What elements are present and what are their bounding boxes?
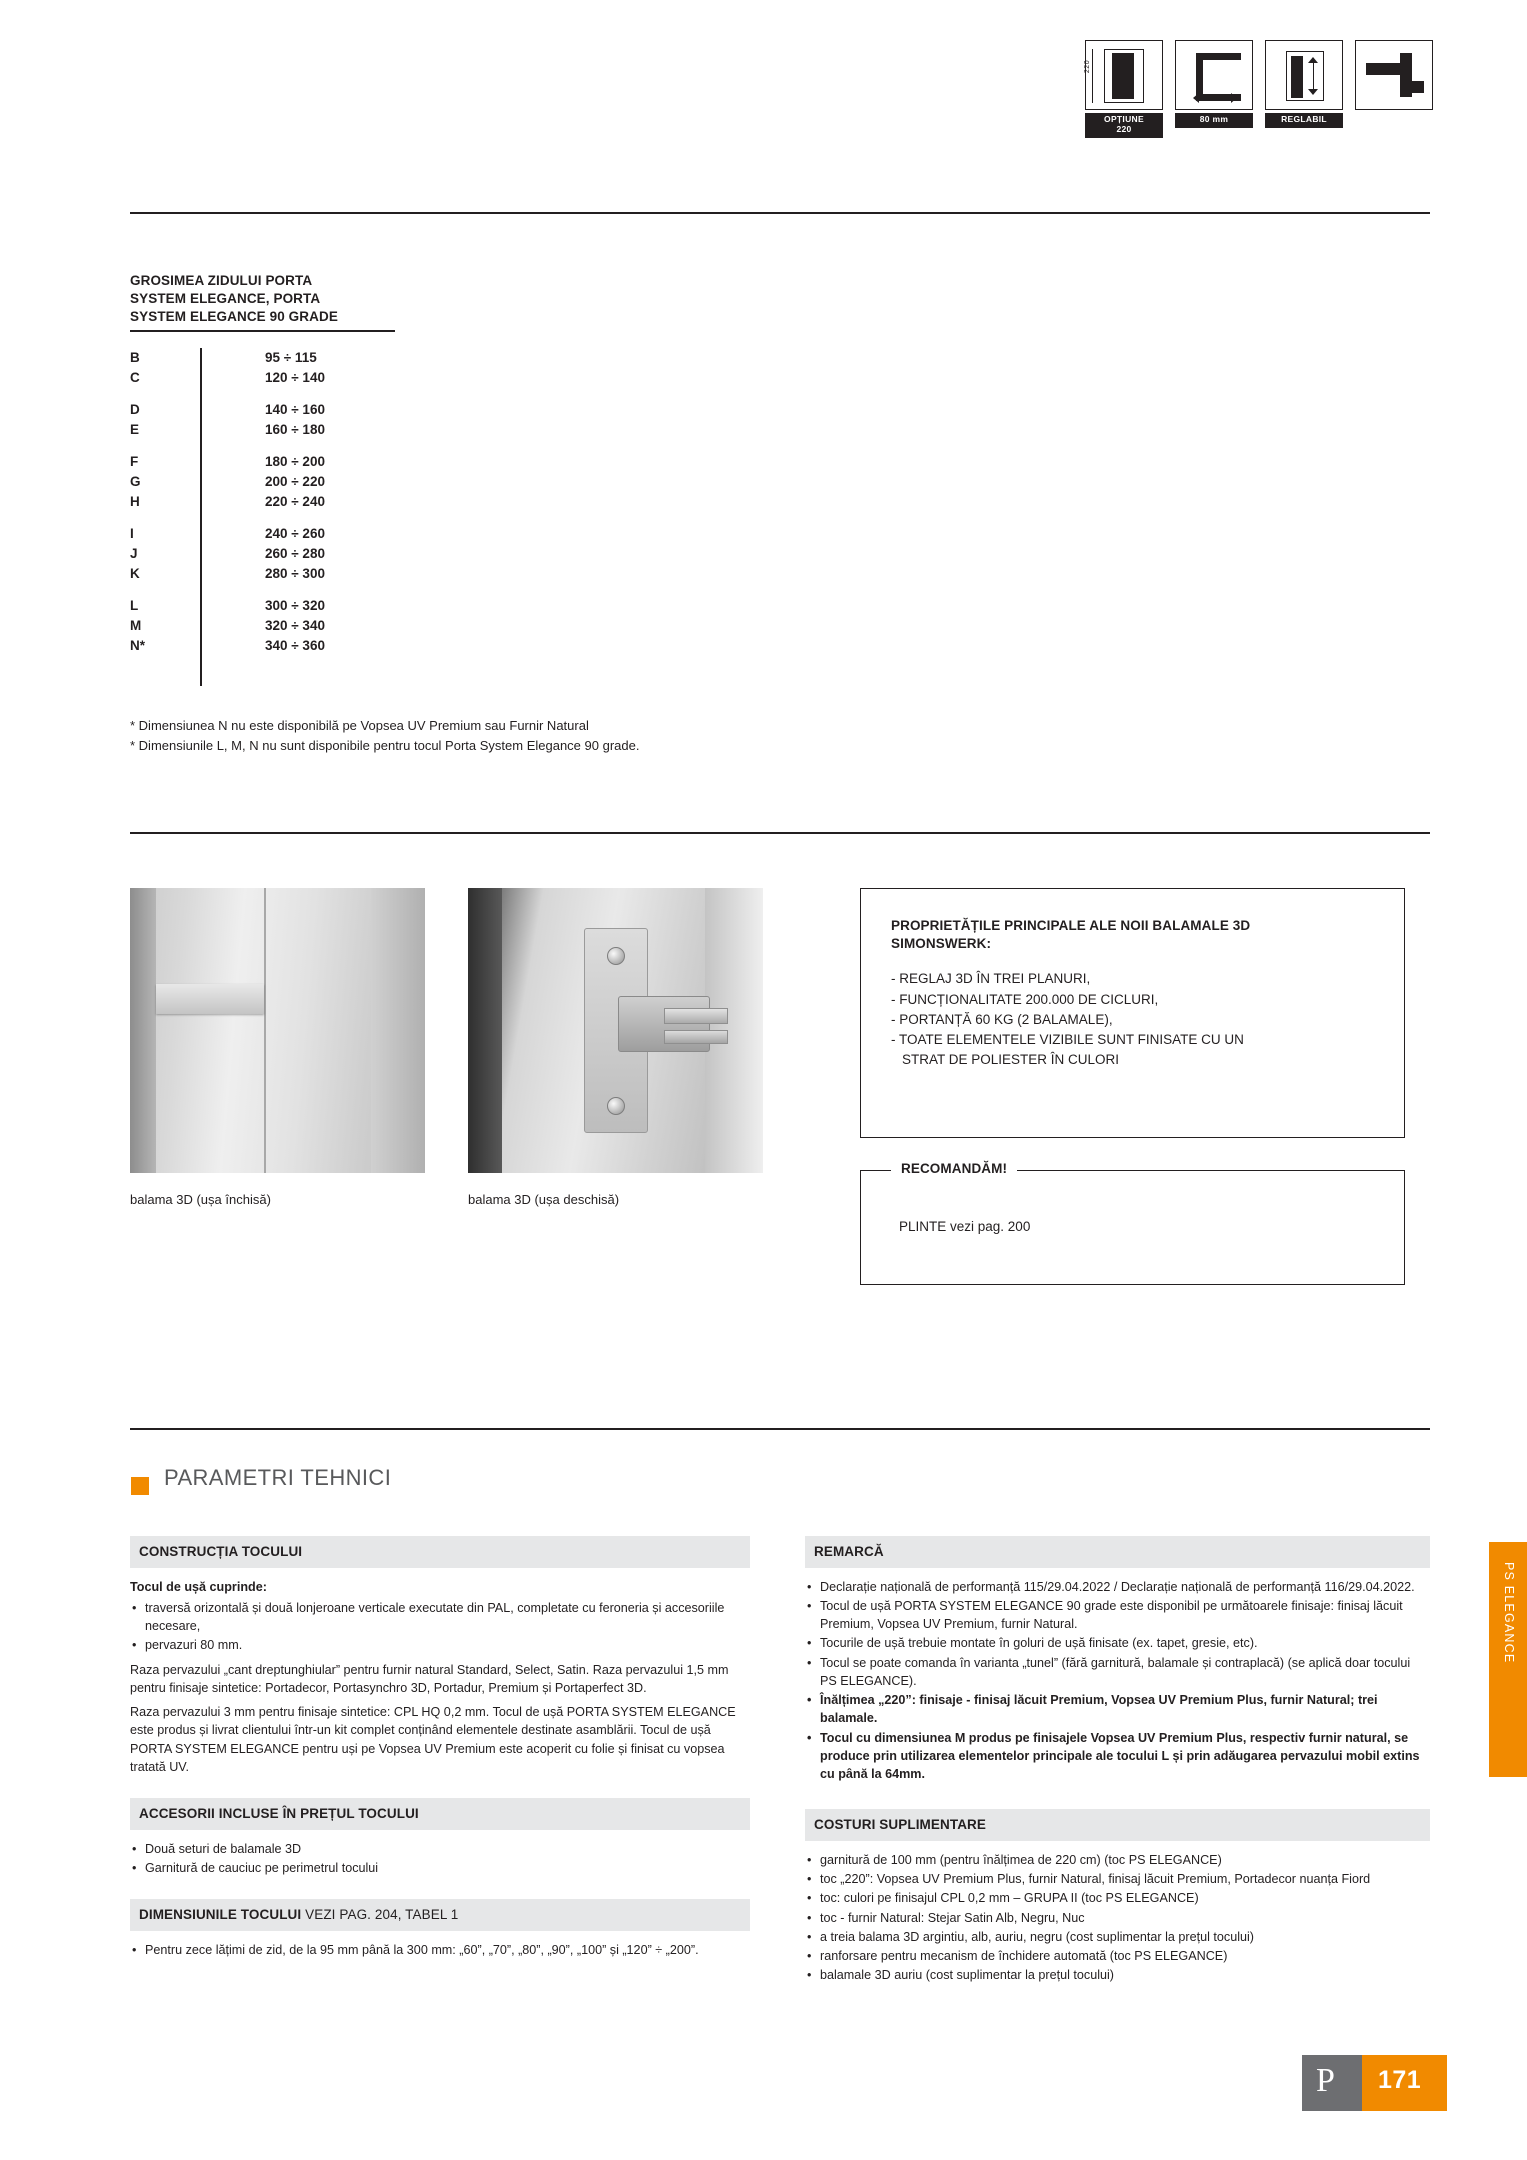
- section-bullet-icon: [131, 1477, 149, 1495]
- frame-profile-shape: [1196, 53, 1234, 87]
- list-item: - FUNCȚIONALITATE 200.000 DE CICLURI,: [891, 991, 1159, 1007]
- accesorii-bullets: [130, 1840, 750, 1878]
- row-letter: J: [130, 545, 138, 561]
- feature-icon-strip: [1085, 40, 1433, 138]
- heading-constructia-tocului: CONSTRUCȚIA TOCULUI: [130, 1536, 750, 1568]
- photo-hinge-closed: [130, 888, 425, 1173]
- row-value: 180 ÷ 200: [265, 453, 325, 469]
- caption-line-2: 220: [1116, 123, 1132, 134]
- page-number: 171: [1378, 2066, 1422, 2094]
- table-row: [130, 472, 460, 492]
- list-item: • traversă orizontală și două lonjeroane verticale executate din PAL, completate cu feroneria și accesoriile necesare,: [130, 1599, 750, 1636]
- table-row: [130, 596, 460, 616]
- list-item: • toc - furnir Natural: Stejar Satin Alb, Negru, Nuc: [805, 1909, 1430, 1927]
- row-letter: I: [130, 525, 134, 541]
- table-row: [130, 452, 460, 472]
- row-value: 160 ÷ 180: [265, 421, 325, 437]
- table-row: [130, 368, 460, 388]
- right-column: [805, 1536, 1430, 1986]
- table-row: [130, 524, 460, 544]
- brand-logo: P: [1316, 2062, 1335, 2099]
- icon-profile: [1355, 40, 1433, 110]
- remarca-bullets: [805, 1578, 1430, 1784]
- photo-hinge-open: [468, 888, 763, 1173]
- row-letter: B: [130, 350, 140, 365]
- list-item-continuation: STRAT DE POLIESTER ÎN CULORI: [902, 1052, 1120, 1068]
- door-shape: [1112, 53, 1134, 99]
- side-tab-label: PS ELEGANCE: [1502, 1562, 1516, 1664]
- row-value: 120 ÷ 140: [265, 369, 325, 385]
- recommendation-legend: RECOMANDĂM!: [891, 1161, 1017, 1176]
- row-value: 140 ÷ 160: [265, 401, 325, 417]
- title-underline: [130, 330, 395, 332]
- list-item: • toc „220”: Vopsea UV Premium Plus, furnir Natural, finisaj lăcuit Premium, Portadecor nuanța Fiord: [805, 1870, 1430, 1888]
- row-value: 300 ÷ 320: [265, 597, 325, 613]
- row-value: 240 ÷ 260: [265, 525, 325, 541]
- heading-regular-part: VEZI PAG. 204, TABEL 1: [301, 1907, 459, 1923]
- list-item: • balamale 3D auriu (cost suplimentar la prețul tocului): [805, 1966, 1430, 1984]
- constructie-bullets: [130, 1599, 750, 1655]
- list-item: • Garnitură de cauciuc pe perimetrul tocului: [130, 1859, 750, 1877]
- reglabil-caption: REGLABIL: [1265, 113, 1343, 128]
- list-item: • Tocul de ușă PORTA SYSTEM ELEGANCE 90 grade este disponibil pe următoarele finisaje: finisaj lăcuit Premium, Vopsea UV Premium, furnir Natural.: [805, 1597, 1430, 1634]
- row-value: 280 ÷ 300: [265, 565, 325, 581]
- row-value: 260 ÷ 280: [265, 545, 325, 561]
- list-item: • a treia balama 3D argintiu, alb, auriu, negru (cost suplimentar la prețul tocului): [805, 1928, 1430, 1946]
- table-row: [130, 420, 460, 440]
- icon-reglabil: [1265, 40, 1343, 128]
- photo-caption-closed: balama 3D (ușa închisă): [130, 1192, 271, 1207]
- title-line-2: SIMONSWERK:: [891, 936, 992, 952]
- list-item: • Pentru zece lățimi de zid, de la 95 mm până la 300 mm: „60”, „70”, „80”, „90”, „100” și „120” ÷ „200”.: [130, 1941, 750, 1959]
- title-line-1: GROSIMEA ZIDULUI PORTA: [130, 273, 313, 288]
- optiune-220-icon: [1085, 40, 1163, 110]
- width-80mm-icon: [1175, 40, 1253, 110]
- heading-costuri-suplimentare: COSTURI SUPLIMENTARE: [805, 1809, 1430, 1841]
- row-letter: F: [130, 453, 139, 469]
- costuri-bullets: [805, 1851, 1430, 1985]
- list-item: [891, 1030, 1374, 1071]
- list-item: • Două seturi de balamale 3D: [130, 1840, 750, 1858]
- list-item: • toc: culori pe finisajul CPL 0,2 mm – GRUPA II (toc PS ELEGANCE): [805, 1889, 1430, 1907]
- row-letter: M: [130, 617, 142, 633]
- wall-thickness-title: [130, 272, 420, 327]
- row-value: 320 ÷ 340: [265, 617, 325, 633]
- frame-outline-shape: [1286, 51, 1324, 101]
- row-letter: D: [130, 401, 140, 417]
- subheading-toc-cuprinde: Tocul de ușă cuprinde:: [130, 1579, 267, 1594]
- width-arrow: [1193, 93, 1237, 103]
- row-value: 220 ÷ 240: [265, 493, 325, 509]
- side-tab-ps-elegance: [1489, 1542, 1527, 1777]
- divider-top: [130, 212, 1430, 214]
- title-line-1: PROPRIETĂȚILE PRINCIPALE ALE NOII BALAMALE 3D: [891, 918, 1251, 933]
- profile-icon: [1355, 40, 1433, 110]
- row-letter: G: [130, 473, 141, 489]
- list-item: • Tocurile de ușă trebuie montate în goluri de ușă finisate (ex. tapet, gresie, etc).: [805, 1634, 1430, 1652]
- hinge-properties-list: [891, 969, 1374, 1070]
- recommendation-box: [860, 1161, 1405, 1285]
- row-letter: L: [130, 597, 139, 613]
- row-letter: H: [130, 493, 140, 509]
- width-80mm-caption: 80 mm: [1175, 113, 1253, 128]
- row-value: 95 ÷ 115: [265, 350, 317, 365]
- row-value: 200 ÷ 220: [265, 473, 325, 489]
- wall-thickness-table: [130, 348, 460, 656]
- reglabil-icon: [1265, 40, 1343, 110]
- left-column: [130, 1536, 750, 1960]
- row-letter: C: [130, 369, 140, 385]
- row-letter: K: [130, 565, 140, 581]
- heading-dimensiunile-tocului: [130, 1899, 750, 1931]
- table-row: [130, 400, 460, 420]
- constructie-paragraph-2: Raza pervazului 3 mm pentru finisaje sintetice: CPL HQ 0,2 mm. Tocul de ușă PORTA SYSTEM ELEGANCE este produs și livrat clientului într-un kit complet conținând elementele destinate asamblării. Tocul de ușă PORTA SYSTEM ELEGANCE pentru uși pe Vopsea UV Premium este acoperit cu folie și finisat cu vopsea tratată UV.: [130, 1705, 736, 1774]
- title-line-3: SYSTEM ELEGANCE 90 GRADE: [130, 309, 338, 325]
- list-item: • Declarație națională de performanță 115/29.04.2022 / Declarație națională de performanță 116/29.04.2022.: [805, 1578, 1430, 1596]
- table-row: [130, 616, 460, 636]
- page-title: PARAMETRI TEHNICI: [164, 1465, 392, 1490]
- table-row: [130, 544, 460, 564]
- list-item: - PORTANȚĂ 60 KG (2 BALAMALE),: [891, 1011, 1113, 1027]
- constructie-paragraph-1: Raza pervazului „cant dreptunghiular” pentru furnir natural Standard, Select, Satin. Raza pervazului 1,5 mm pentru finisaje sintetice: Portadecor, Portasynchro 3D, Portadur, Premium și Portaperfect 3D.: [130, 1662, 729, 1695]
- list-item: • garnitură de 100 mm (pentru înălțimea de 220 cm) (toc PS ELEGANCE): [805, 1851, 1430, 1869]
- wall-thickness-notes: [130, 716, 639, 756]
- heading-bold-part: DIMENSIUNILE TOCULUI: [139, 1907, 302, 1923]
- list-item: - REGLAJ 3D ÎN TREI PLANURI,: [891, 971, 1091, 987]
- table-row: [130, 348, 460, 368]
- icon-optiune-220: [1085, 40, 1163, 138]
- list-item: • pervazuri 80 mm.: [130, 1636, 750, 1654]
- row-letter: E: [130, 421, 140, 437]
- dimension-value: 220: [1084, 59, 1092, 74]
- note-line: * Dimensiunea N nu este disponibilă pe Vopsea UV Premium sau Furnir Natural: [130, 718, 589, 733]
- table-row: [130, 564, 460, 584]
- recommendation-text: PLINTE vezi pag. 200: [899, 1219, 1031, 1234]
- heading-remarca: REMARCĂ: [805, 1536, 1430, 1568]
- divider-section: [130, 1428, 1430, 1430]
- note-line: * Dimensiunile L, M, N nu sunt disponibile pentru tocul Porta System Elegance 90 grade.: [130, 738, 640, 754]
- optiune-220-caption: [1085, 113, 1163, 138]
- list-item: • Tocul se poate comanda în varianta „tunel” (fără garnitură, balamale și contraplacă) (se aplică doar tocului PS ELEGANCE).: [805, 1654, 1430, 1691]
- dimension-line: [1092, 49, 1102, 103]
- table-row: [130, 636, 460, 656]
- heading-accesorii-incluse: ACCESORII INCLUSE ÎN PREȚUL TOCULUI: [130, 1798, 750, 1830]
- dimensiuni-bullets: [130, 1941, 750, 1959]
- hinge-properties-title: [891, 917, 1374, 953]
- photo-caption-open: balama 3D (ușa deschisă): [468, 1192, 620, 1207]
- list-item: • Tocul cu dimensiunea M produs pe finisajele Vopsea UV Premium Plus, respectiv furnir natural, se produce prin utilizarea elementelor principale ale tocului L și prin adăugarea pervazului mobil extins cu până la 64mm.: [805, 1729, 1430, 1784]
- title-line-2: SYSTEM ELEGANCE, PORTA: [130, 291, 321, 307]
- divider-middle: [130, 832, 1430, 834]
- list-item: • ranforsare pentru mecanism de închidere automată (toc PS ELEGANCE): [805, 1947, 1430, 1965]
- hinge-properties-box: [860, 888, 1405, 1138]
- icon-80mm: [1175, 40, 1253, 128]
- row-value: 340 ÷ 360: [265, 637, 325, 653]
- list-item: • Înălțimea „220”: finisaje - finisaj lăcuit Premium, Vopsea UV Premium Plus, furnir Natural; trei balamale.: [805, 1691, 1430, 1728]
- table-row: [130, 492, 460, 512]
- caption-line-1: OPȚIUNE: [1104, 114, 1144, 124]
- list-item-text: - TOATE ELEMENTELE VIZIBILE SUNT FINISATE CU UN: [891, 1032, 1244, 1048]
- adjust-arrow: [1308, 57, 1318, 95]
- row-letter: N*: [130, 637, 146, 653]
